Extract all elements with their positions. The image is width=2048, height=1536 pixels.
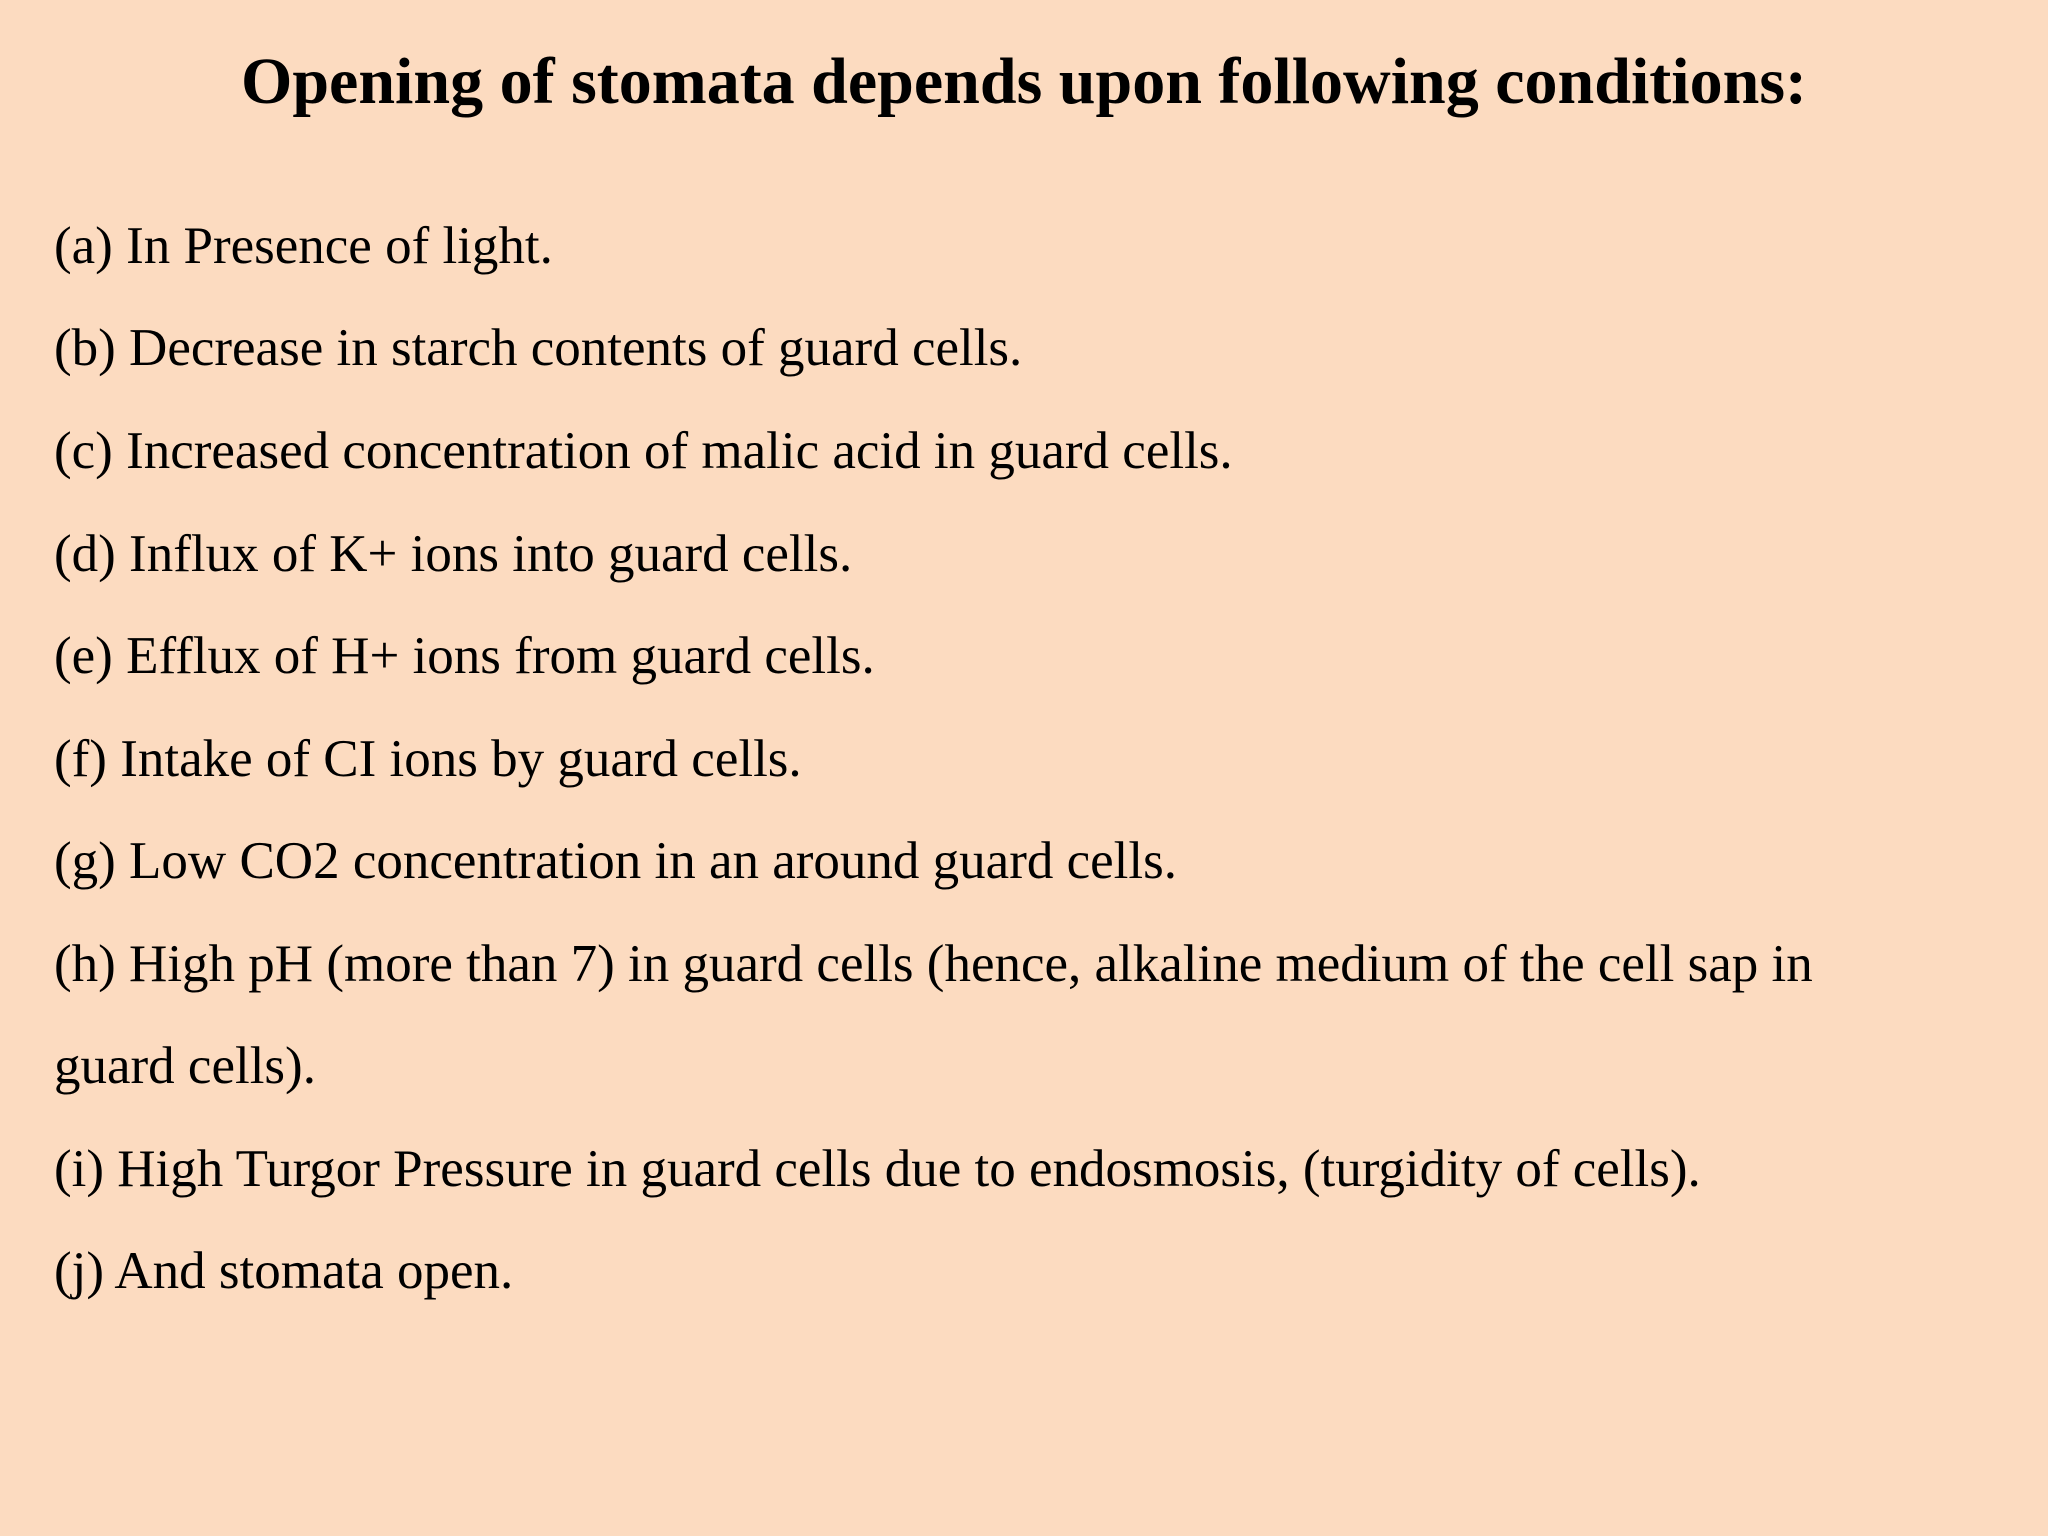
condition-h-continued: guard cells).	[54, 1037, 316, 1095]
condition-h: (h) High pH (more than 7) in guard cells (hence, alkaline medium of the cell sap in	[54, 935, 1813, 993]
condition-c: (c) Increased concentration of malic acid in guard cells.	[54, 422, 1233, 480]
condition-d: (d) Influx of K+ ions into guard cells.	[54, 525, 853, 583]
condition-i: (i) High Turgor Pressure in guard cells due to endosmosis, (turgidity of cells).	[54, 1140, 1701, 1198]
slide-title: Opening of stomata depends upon following conditions:	[241, 45, 1807, 118]
condition-e: (e) Efflux of H+ ions from guard cells.	[54, 627, 875, 685]
condition-a: (a) In Presence of light.	[54, 217, 553, 275]
condition-f: (f) Intake of CI ions by guard cells.	[54, 730, 802, 788]
condition-j: (j) And stomata open.	[54, 1242, 514, 1300]
condition-g: (g) Low CO2 concentration in an around guard cells.	[54, 832, 1177, 890]
condition-b: (b) Decrease in starch contents of guard cells.	[54, 319, 1023, 377]
